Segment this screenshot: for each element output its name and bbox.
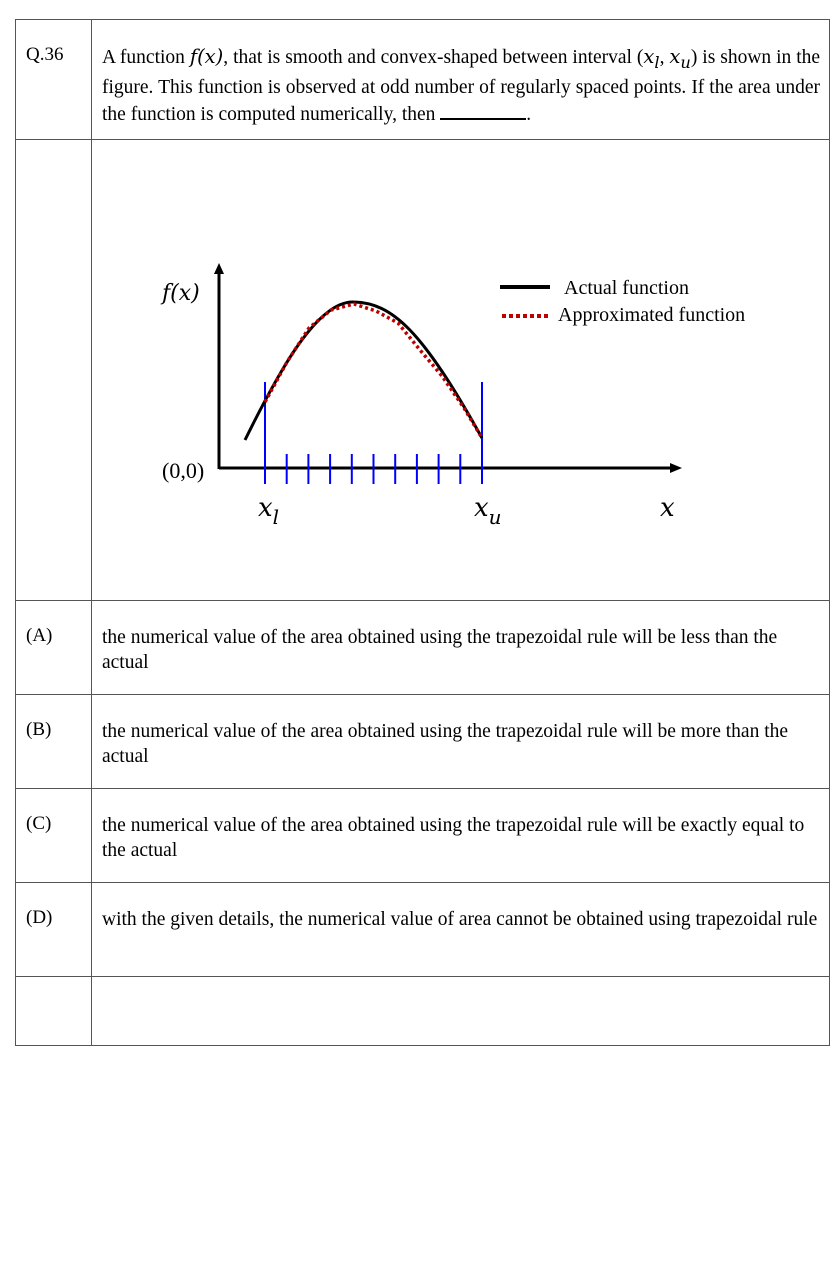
option-a-text: the numerical value of the area obtained using the trapezoidal rule will be less than the actual bbox=[102, 627, 778, 673]
question-text-part-1: A function bbox=[102, 47, 190, 68]
xu-symbol bbox=[669, 45, 691, 72]
answer-blank bbox=[440, 100, 526, 120]
option-c-label: (C) bbox=[26, 813, 52, 834]
x-axis-arrow-icon bbox=[670, 463, 682, 473]
empty-row bbox=[16, 977, 830, 1046]
question-number-cell bbox=[16, 20, 92, 140]
xl-symbol bbox=[643, 45, 660, 72]
option-d-cell bbox=[92, 883, 830, 977]
xl-axis-label bbox=[258, 493, 279, 529]
option-b-cell bbox=[92, 695, 830, 789]
figure-label-cell bbox=[16, 140, 92, 601]
xl-base: x bbox=[643, 45, 655, 68]
y-axis-label: f(x) bbox=[162, 281, 200, 306]
option-row-a[interactable] bbox=[16, 601, 830, 695]
actual-function-curve bbox=[245, 302, 482, 440]
y-axis-arrow-icon bbox=[214, 263, 224, 274]
figure-row bbox=[16, 140, 830, 601]
question-row bbox=[16, 20, 830, 140]
x-axis-label: x bbox=[660, 493, 675, 523]
option-c-cell bbox=[92, 789, 830, 883]
option-d-label: (D) bbox=[26, 907, 53, 928]
question-table bbox=[15, 19, 830, 1046]
option-b-label: (B) bbox=[26, 719, 52, 740]
option-row-d[interactable] bbox=[16, 883, 830, 977]
empty-content-cell bbox=[92, 977, 830, 1046]
figure-cell bbox=[92, 140, 830, 601]
option-c-label-cell bbox=[16, 789, 92, 883]
question-text-part-3: ) is shown in the figure. This function is observed at odd number of regularly spaced points. If the area under the function is computed numerically, then bbox=[102, 47, 821, 125]
xu-axis-sub: u bbox=[488, 505, 502, 529]
option-row-c[interactable] bbox=[16, 789, 830, 883]
question-number: Q.36 bbox=[26, 44, 64, 65]
function-figure bbox=[92, 140, 829, 600]
option-c-text: the numerical value of the area obtained using the trapezoidal rule will be exactly equal to the actual bbox=[102, 815, 805, 861]
option-b-label-cell bbox=[16, 695, 92, 789]
option-d-text: with the given details, the numerical value of area cannot be obtained using trapezoidal rule bbox=[102, 909, 818, 930]
legend-actual-label: Actual function bbox=[564, 277, 689, 299]
question-text bbox=[92, 20, 829, 127]
xu-base: x bbox=[669, 45, 681, 68]
xl-subscript: l bbox=[654, 52, 660, 72]
option-a-label: (A) bbox=[26, 625, 53, 646]
option-a-cell bbox=[92, 601, 830, 695]
question-text-part-2: , that is smooth and convex-shaped between interval ( bbox=[223, 47, 644, 68]
xl-axis-sub: l bbox=[272, 505, 280, 529]
question-text-end: . bbox=[526, 103, 532, 125]
legend-approx-label: Approximated function bbox=[558, 304, 746, 326]
option-b-text: the numerical value of the area obtained using the trapezoidal rule will be more than the actual bbox=[102, 721, 789, 767]
option-d-label-cell bbox=[16, 883, 92, 977]
comma: , bbox=[659, 47, 670, 68]
option-row-b[interactable] bbox=[16, 695, 830, 789]
xu-axis-base: x bbox=[474, 493, 489, 523]
xu-axis-label bbox=[474, 493, 502, 529]
option-a-label-cell bbox=[16, 601, 92, 695]
function-symbol: f(x) bbox=[189, 45, 224, 68]
empty-label-cell bbox=[16, 977, 92, 1046]
origin-label: (0,0) bbox=[162, 458, 205, 483]
question-text-cell bbox=[92, 20, 830, 140]
xl-axis-base: x bbox=[258, 493, 273, 523]
approximated-function-curve bbox=[265, 304, 482, 438]
xu-subscript: u bbox=[680, 52, 691, 72]
